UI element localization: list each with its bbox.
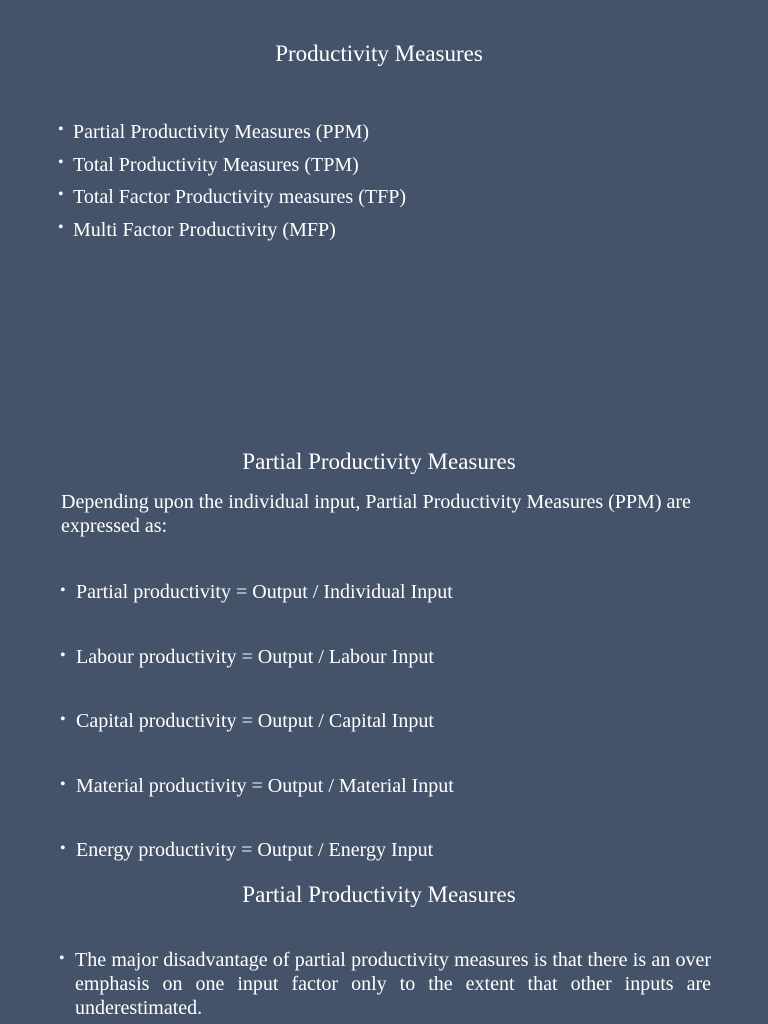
- bullet-icon: •: [60, 711, 66, 728]
- intro-paragraph: Depending upon the individual input, Partial Productivity Measures (PPM) are expressed as:: [61, 491, 691, 537]
- bullet-icon: •: [58, 186, 64, 203]
- slide-productivity-measures: [0, 0, 768, 420]
- list-item: [60, 645, 454, 710]
- list-item: [58, 181, 406, 214]
- list-item: [59, 948, 711, 1020]
- slide-title: Partial Productivity Measures: [242, 449, 516, 474]
- list-item-text: Labour productivity = Output / Labour Input: [76, 645, 434, 668]
- list-item-text: Total Factor Productivity measures (TFP): [73, 186, 406, 208]
- bullet-icon: •: [59, 950, 65, 967]
- list-item: [60, 774, 454, 839]
- slide-partial-productivity-disadvantage: [0, 870, 768, 1024]
- list-item-text: The major disadvantage of partial productivity measures is that there is an over emphasis on one input factor only to the extent that other inputs are underestimated.: [75, 949, 711, 1019]
- list-item: [60, 580, 454, 645]
- list-item-text: Partial productivity = Output / Individual Input: [76, 581, 453, 603]
- bullet-icon: •: [60, 582, 66, 599]
- bullet-list: [60, 580, 454, 903]
- list-item: [58, 149, 406, 182]
- list-item-text: Energy productivity = Output / Energy Input: [76, 839, 434, 861]
- bullet-icon: •: [58, 218, 64, 236]
- list-item: [60, 709, 454, 774]
- bullet-icon: •: [58, 121, 64, 138]
- bullet-icon: •: [58, 153, 64, 171]
- slide-title: Partial Productivity Measures: [242, 882, 516, 907]
- bullet-list: [58, 116, 406, 246]
- bullet-icon: •: [60, 775, 66, 793]
- bullet-list: [59, 948, 711, 1020]
- bullet-icon: •: [60, 646, 66, 664]
- list-item-text: Multi Factor Productivity (MFP): [73, 218, 336, 241]
- slide-partial-productivity-formulas: [0, 420, 768, 870]
- list-item-text: Material productivity = Output / Material Input: [76, 774, 454, 797]
- list-item: [58, 214, 406, 247]
- slide-title: Productivity Measures: [275, 41, 483, 66]
- list-item: [58, 116, 406, 149]
- list-item-text: Capital productivity = Output / Capital Input: [76, 710, 434, 732]
- list-item-text: Total Productivity Measures (TPM): [73, 153, 359, 176]
- bullet-icon: •: [60, 840, 66, 857]
- list-item-text: Partial Productivity Measures (PPM): [73, 121, 370, 143]
